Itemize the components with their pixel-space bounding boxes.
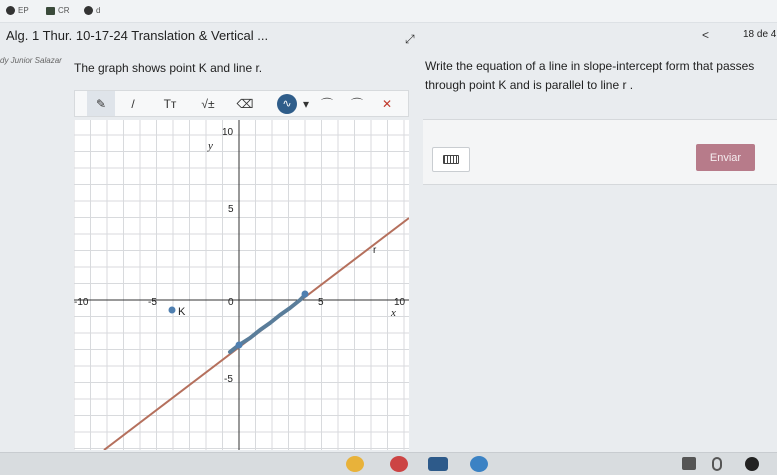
bookmark-icon (46, 7, 55, 15)
tick-label-yneg5: -5 (224, 374, 233, 385)
square-root-icon: √± (201, 96, 215, 111)
math-input-field[interactable] (432, 147, 470, 172)
assignment-title: Alg. 1 Thur. 10-17-24 Translation & Vertical ... (6, 28, 269, 43)
tool-dropdown[interactable] (299, 91, 313, 116)
page-header (0, 22, 777, 65)
app-icon[interactable] (390, 456, 408, 472)
app-icon[interactable] (470, 456, 488, 472)
bookmarks-bar (0, 0, 777, 23)
submit-button[interactable]: Enviar (696, 144, 755, 171)
help-icon[interactable] (745, 457, 759, 471)
curve-icon: ∿ (277, 94, 297, 114)
arc-tool-alt[interactable] (345, 91, 369, 116)
arc-icon: ⌒ (320, 97, 333, 111)
arc-icon: ⌒ (350, 97, 363, 111)
tick-label-x5: 5 (318, 297, 324, 308)
line-tool[interactable] (119, 91, 147, 116)
screenshot-icon[interactable] (682, 457, 696, 470)
keyboard-icon[interactable] (443, 155, 459, 164)
question-counter: 18 de 4 (743, 29, 777, 40)
pencil-tool[interactable] (87, 91, 115, 116)
point-k (169, 307, 176, 314)
grid-lines (74, 120, 409, 450)
bookmark-icon (84, 6, 93, 15)
drawn-point[interactable] (302, 291, 309, 298)
expand-icon[interactable]: ⤢ (405, 32, 415, 46)
line-r-label: r (373, 245, 377, 256)
answer-panel (423, 119, 777, 185)
eraser-tool[interactable] (231, 91, 259, 116)
question-line-1: Write the equation of a line in slope-intercept form that passes (425, 59, 755, 73)
graph-svg[interactable] (74, 120, 409, 450)
bookmark-ep[interactable]: EP (6, 6, 29, 15)
tick-label-y10: 10 (222, 127, 234, 138)
student-name: dy Junior Salazar (0, 56, 62, 65)
chevron-down-icon: ▾ (302, 96, 310, 111)
tick-label-xneg10: -10 (74, 297, 89, 308)
bookmark-d[interactable]: d (84, 6, 100, 15)
tick-label-xneg5: -5 (148, 297, 157, 308)
close-tool[interactable] (375, 91, 399, 116)
y-axis-label: y (208, 140, 213, 152)
question-prompt (425, 57, 770, 95)
curve-tool[interactable] (275, 91, 299, 116)
drawn-point[interactable] (236, 342, 243, 349)
app-icon[interactable] (346, 456, 364, 472)
microphone-icon[interactable] (712, 457, 722, 471)
x-axis-label: x (391, 307, 396, 319)
graph-description: The graph shows point K and line r. (74, 61, 263, 75)
app-icon[interactable] (428, 457, 448, 471)
close-icon: ✕ (381, 96, 393, 111)
os-taskbar (0, 452, 777, 475)
line-icon: / (131, 96, 135, 111)
pencil-icon: ✎ (95, 96, 107, 111)
text-icon: Tт (163, 96, 177, 111)
question-line-2: through point K and is parallel to line r . (425, 78, 634, 92)
text-tool[interactable] (155, 91, 185, 116)
previous-button[interactable]: < (702, 28, 710, 42)
tick-label-x0: 0 (228, 297, 234, 308)
arc-tool[interactable] (315, 91, 339, 116)
bookmark-icon (6, 6, 15, 15)
coordinate-graph[interactable] (74, 120, 409, 450)
point-k-label: K (178, 306, 186, 318)
drawing-toolbar (74, 90, 409, 117)
eraser-icon: ⌫ (236, 96, 254, 111)
bookmark-cr[interactable]: CR (46, 6, 70, 15)
tick-label-x10: 10 (394, 297, 406, 308)
tick-label-y5: 5 (228, 204, 234, 215)
math-tool[interactable] (193, 91, 223, 116)
